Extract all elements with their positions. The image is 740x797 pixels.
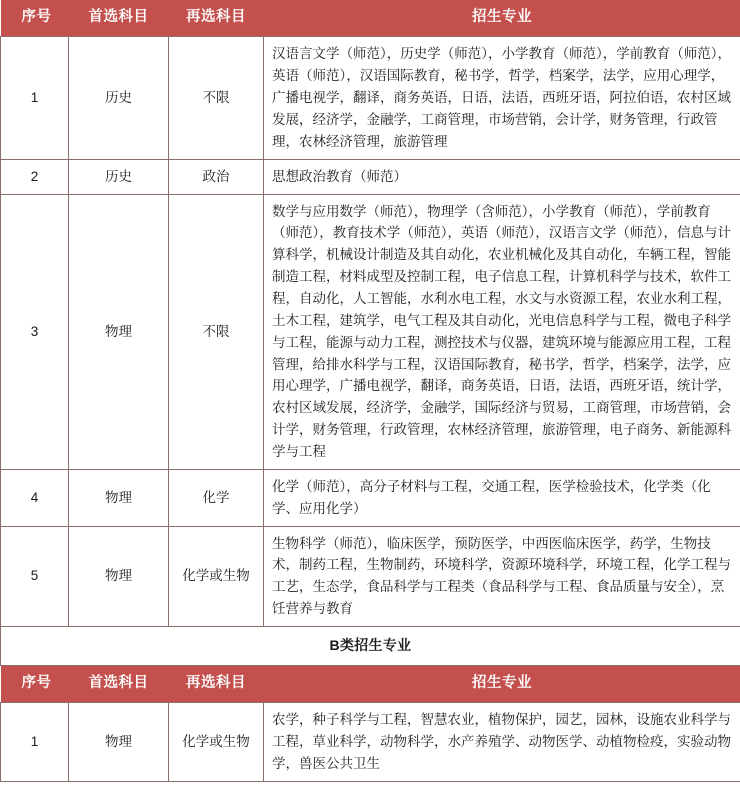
table-body-b xyxy=(1,703,740,782)
cell-second-subject: 化学或生物 xyxy=(169,703,264,782)
table-body-a xyxy=(1,37,740,665)
column-header-first-subject: 首选科目 xyxy=(69,0,169,37)
admissions-table-section-b xyxy=(0,666,740,782)
cell-second-subject: 不限 xyxy=(169,37,264,159)
table-row xyxy=(1,703,740,782)
cell-first-subject: 物理 xyxy=(69,194,169,469)
column-header-second-subject: 再选科目 xyxy=(169,666,264,703)
table-row xyxy=(1,526,740,626)
column-header-majors: 招生专业 xyxy=(264,0,740,37)
section-b-title: B类招生专业 xyxy=(1,627,740,666)
cell-majors: 数学与应用数学（师范），物理学（含师范），小学教育（师范），学前教育（师范），教育技术学（师范），英语（师范），汉语言文学（师范），信息与计算科学，机械设计制造及其自动化，农业机械化及其自动化，车辆工程，智能制造工程，材料成型及控制工程，电子信息工程，计算机科学与技术，软件工程，自动化，人工智能，水利水电工程，水文与水资源工程，农业水利工程，土木工程，建筑学，电气工程及其自动化，光电信息科学与工程，微电子科学与工程，能源与动力工程，测控技术与仪器，建筑环境与能源应用工程，工程管理，给排水科学与工程，汉语国际教育，秘书学，哲学，档案学，法学，应用心理学，广播电视学，翻译，商务英语，日语，法语，西班牙语，统计学，农村区域发展，经济学，金融学，国际经济与贸易，工商管理，市场营销，会计学，财务管理，行政管理，农林经济管理，旅游管理，电子商务、新能源科学与工程 xyxy=(264,194,740,469)
cell-second-subject: 化学 xyxy=(169,469,264,526)
cell-second-subject: 不限 xyxy=(169,194,264,469)
section-divider-row xyxy=(1,627,740,666)
table-row xyxy=(1,37,740,159)
cell-majors: 化学（师范），高分子材料与工程，交通工程，医学检验技术，化学类（化学、应用化学） xyxy=(264,469,740,526)
cell-first-subject: 历史 xyxy=(69,159,169,194)
cell-majors: 思想政治教育（师范） xyxy=(264,159,740,194)
cell-majors: 农学，种子科学与工程，智慧农业，植物保护，园艺，园林，设施农业科学与工程，草业科学，动物科学，水产养殖学、动物医学、动植物检疫，实验动物学，兽医公共卫生 xyxy=(264,703,740,782)
column-header-no: 序号 xyxy=(1,666,69,703)
cell-no: 2 xyxy=(1,159,69,194)
column-header-no: 序号 xyxy=(1,0,69,37)
cell-no: 5 xyxy=(1,526,69,626)
table-header-a xyxy=(1,0,740,37)
cell-first-subject: 物理 xyxy=(69,526,169,626)
table-header-b xyxy=(1,666,740,703)
header-row-b xyxy=(1,666,740,703)
column-header-second-subject: 再选科目 xyxy=(169,0,264,37)
cell-no: 4 xyxy=(1,469,69,526)
cell-majors: 汉语言文学（师范），历史学（师范），小学教育（师范），学前教育（师范），英语（师范），汉语国际教育，秘书学，哲学，档案学，法学，应用心理学，广播电视学，翻译，商务英语，日语，法语，西班牙语，阿拉伯语，农村区域发展，经济学，金融学，工商管理，市场营销，会计学，财务管理，行政管理，农林经济管理，旅游管理 xyxy=(264,37,740,159)
column-header-majors: 招生专业 xyxy=(264,666,740,703)
table-row xyxy=(1,469,740,526)
cell-no: 3 xyxy=(1,194,69,469)
cell-first-subject: 物理 xyxy=(69,469,169,526)
cell-majors: 生物科学（师范），临床医学，预防医学，中西医临床医学，药学，生物技术，制药工程，生物制药，环境科学，资源环境科学，环境工程，化学工程与工艺，生态学，食品科学与工程类（食品科学与工程、食品质量与安全），烹饪营养与教育 xyxy=(264,526,740,626)
cell-no: 1 xyxy=(1,37,69,159)
cell-second-subject: 政治 xyxy=(169,159,264,194)
column-header-first-subject: 首选科目 xyxy=(69,666,169,703)
cell-no: 1 xyxy=(1,703,69,782)
table-row xyxy=(1,194,740,469)
table-row xyxy=(1,159,740,194)
header-row-a xyxy=(1,0,740,37)
cell-first-subject: 历史 xyxy=(69,37,169,159)
cell-second-subject: 化学或生物 xyxy=(169,526,264,626)
cell-first-subject: 物理 xyxy=(69,703,169,782)
